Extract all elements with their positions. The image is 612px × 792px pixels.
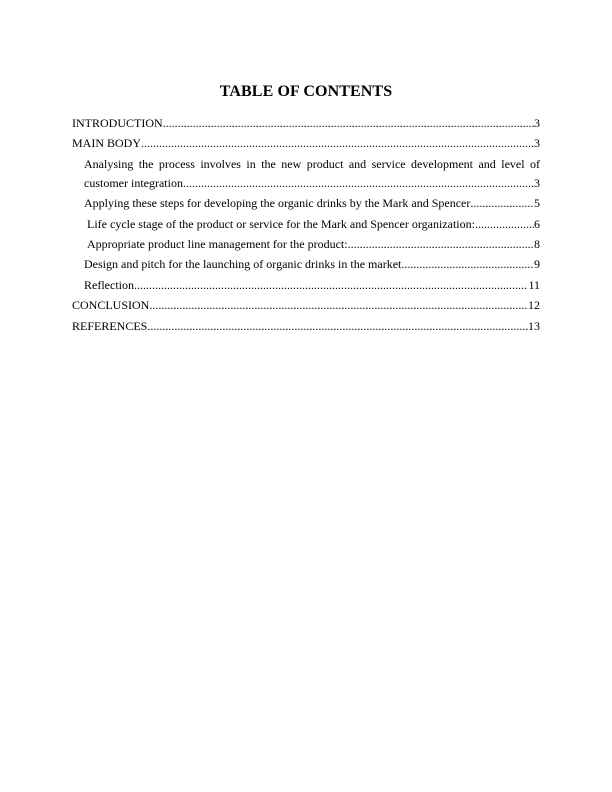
dot-leader (149, 298, 528, 312)
toc-page-number: 3 (534, 175, 540, 190)
toc-entry-label: Applying these steps for developing the organic drinks by the Mark and Spencer (84, 196, 471, 211)
toc-entry-design-and-pitch[interactable] (72, 257, 540, 271)
dot-leader (163, 116, 534, 130)
table-of-contents (72, 116, 540, 339)
toc-page-number: 8 (534, 236, 540, 251)
dot-leader (470, 196, 534, 210)
toc-entry-conclusion[interactable] (72, 298, 540, 312)
toc-entry-label: Life cycle stage of the product or service for the Mark and Spencer organization: (87, 216, 475, 231)
dot-leader (134, 278, 528, 292)
toc-entry-label: Design and pitch for the launching of organic drinks in the market (84, 257, 402, 272)
toc-entry-label-line1: Analysing the process involves in the new product and service development and level of (84, 156, 540, 171)
toc-page-number: 9 (534, 257, 540, 272)
toc-page-number: 5 (534, 196, 540, 211)
toc-entry-label: INTRODUCTION (72, 116, 163, 130)
toc-page-number: 3 (534, 136, 540, 151)
toc-entry-label: REFERENCES (72, 318, 148, 333)
toc-entry-life-cycle-stage[interactable] (72, 217, 540, 231)
toc-entry-main-body[interactable] (72, 136, 540, 150)
toc-page-number: 3 (534, 116, 540, 130)
toc-entry-label: Reflection (84, 277, 134, 292)
dot-leader (401, 257, 534, 271)
dot-leader (475, 217, 534, 231)
toc-title: TABLE OF CONTENTS (219, 83, 393, 100)
toc-entry-references[interactable] (72, 319, 540, 333)
dot-leader (348, 237, 534, 251)
toc-entry-applying-steps[interactable] (72, 196, 540, 210)
toc-page-number: 13 (528, 318, 540, 333)
toc-entry-label: Appropriate product line management for the product: (87, 236, 348, 251)
toc-entry-analysing-process[interactable] (72, 157, 540, 190)
toc-entry-introduction[interactable] (72, 116, 540, 130)
toc-page-number: 12 (528, 298, 540, 313)
toc-entry-label-line2: customer integration (84, 175, 183, 190)
toc-page-number: 11 (528, 277, 540, 292)
dot-leader (147, 319, 528, 333)
toc-entry-label: MAIN BODY (72, 136, 141, 151)
toc-page-number: 6 (534, 216, 540, 231)
toc-entry-reflection[interactable] (72, 278, 540, 292)
toc-entry-product-line-management[interactable] (72, 237, 540, 251)
dot-leader (141, 136, 534, 150)
dot-leader (183, 176, 534, 190)
toc-entry-label: CONCLUSION (72, 298, 150, 313)
